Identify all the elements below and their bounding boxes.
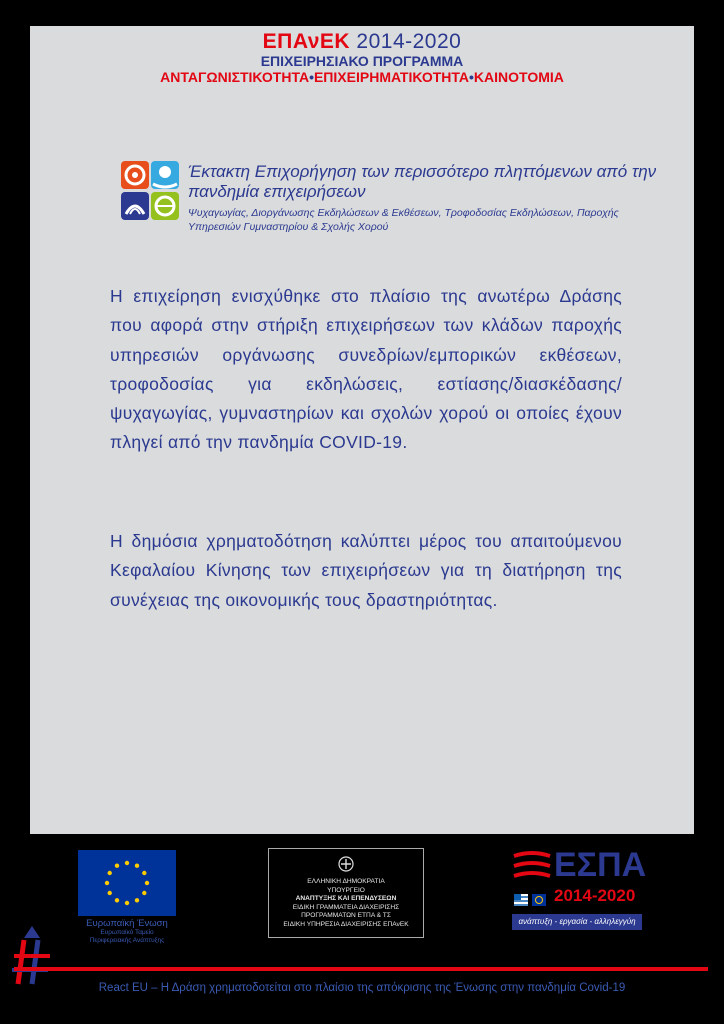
pillar-entrepreneurship: ΕΠΙΧΕΙΡΗΜΑΤΙΚΟΤΗΤΑ bbox=[313, 69, 470, 85]
eu-flag-icon bbox=[78, 850, 176, 916]
gov-line-3: ΑΝΑΠΤΥΞΗΣ ΚΑΙ ΕΠΕΝΔΥΣΕΩΝ bbox=[295, 895, 397, 903]
react-eu-hashtag-icon bbox=[10, 922, 56, 986]
footer-divider bbox=[14, 967, 708, 971]
eu-fund-line-2: Περιφερειακής Ανάπτυξης bbox=[89, 937, 165, 944]
pillar-innovation: ΚΑΙΝΟΤΟΜΙΑ bbox=[473, 69, 564, 85]
paragraph-funding: Η δημόσια χρηματοδότηση καλύπτει μέρος του απαιτούμενου Κεφαλαίου Κίνησης των επιχειρήσεων για τη διατήρηση της συνέχειας της οικονομικής τους δραστηριότητας. bbox=[110, 531, 622, 610]
gov-line-5: ΠΡΟΓΡΑΜΜΑΤΩΝ ΕΤΠΑ & ΤΣ bbox=[301, 912, 391, 920]
eu-fund-line-1: Ευρωπαϊκό Ταμείο bbox=[100, 929, 154, 936]
program-pillars bbox=[30, 69, 694, 86]
epanek-logo bbox=[30, 30, 694, 86]
gov-line-2: ΥΠΟΥΡΓΕΙΟ bbox=[327, 886, 365, 894]
action-title: Έκτακτη Επιχορήγηση των περισσότερο πληττόμενων από την πανδημία επιχειρήσεων bbox=[188, 162, 657, 201]
espa-years: 2014-2020 bbox=[554, 886, 636, 905]
espa-logo bbox=[512, 846, 647, 930]
program-title bbox=[30, 30, 694, 54]
footer-logos bbox=[0, 840, 724, 950]
espa-stripes-icon bbox=[512, 850, 552, 910]
gov-line-4: ΕΙΔΙΚΗ ΓΡΑΜΜΑΤΕΙΑ ΔΙΑΧΕΙΡΙΣΗΣ bbox=[292, 903, 400, 911]
program-years: 2014-2020 bbox=[356, 30, 462, 53]
espa-word: ΕΣΠΑ bbox=[554, 846, 647, 884]
eu-caption: Ευρωπαϊκή Ένωση bbox=[86, 918, 168, 929]
pillar-competitiveness: ΑΝΤΑΓΩΝΙΣΤΙΚΟΤΗΤΑ bbox=[160, 69, 310, 85]
ministry-logo bbox=[268, 848, 424, 938]
gov-line-1: ΕΛΛΗΝΙΚΗ ΔΗΜΟΚΡΑΤΙΑ bbox=[307, 878, 385, 885]
action-subtitle: Ψυχαγωγίας, Διοργάνωσης Εκδηλώσεων & Εκθέσεων, Τροφοδοσίας Εκδηλώσεων, Παροχής Υπηρεσιών Γυμναστηρίου & Σχολής Χορού bbox=[188, 207, 619, 233]
action-symbols-icon bbox=[120, 160, 180, 222]
eu-logo bbox=[78, 850, 176, 945]
espa-tagline: ανάπτυξη - εργασία - αλληλεγγύη bbox=[512, 914, 642, 930]
gov-line-6: ΕΙΔΙΚΗ ΥΠΗΡΕΣΙΑ ΔΙΑΧΕΙΡΙΣΗΣ ΕΠΑνΕΚ bbox=[283, 920, 409, 928]
program-subtitle: ΕΠΙΧΕΙΡΗΣΙΑΚΟ ΠΡΟΓΡΑΜΜΑ bbox=[260, 53, 464, 69]
program-name: ΕΠΑνΕΚ bbox=[262, 30, 351, 53]
react-eu-statement: React EU – Η Δράση χρηματοδοτείται στο πλαίσιο της απόκρισης της Ένωσης στην πανδημία Covid-19 bbox=[98, 982, 626, 994]
paragraph-support: Η επιχείρηση ενισχύθηκε στο πλαίσιο της ανωτέρω Δράσης που αφορά στην στήριξη επιχειρήσεων των κλάδων παροχής υπηρεσιών οργάνωσης συνεδρίων/εμπορικών εκθέσεων, τροφοδοσίας για εκδηλώσεις, εστίασης/διασκέδασης/ψυχαγωγίας, γυμναστηρίων και σχολών χορού οι οποίες έχουν πληγεί από την πανδημία COVID-19. bbox=[110, 286, 622, 453]
separator-dot: • bbox=[469, 69, 474, 85]
greek-emblem-icon bbox=[338, 855, 354, 873]
separator-dot: • bbox=[309, 69, 314, 85]
